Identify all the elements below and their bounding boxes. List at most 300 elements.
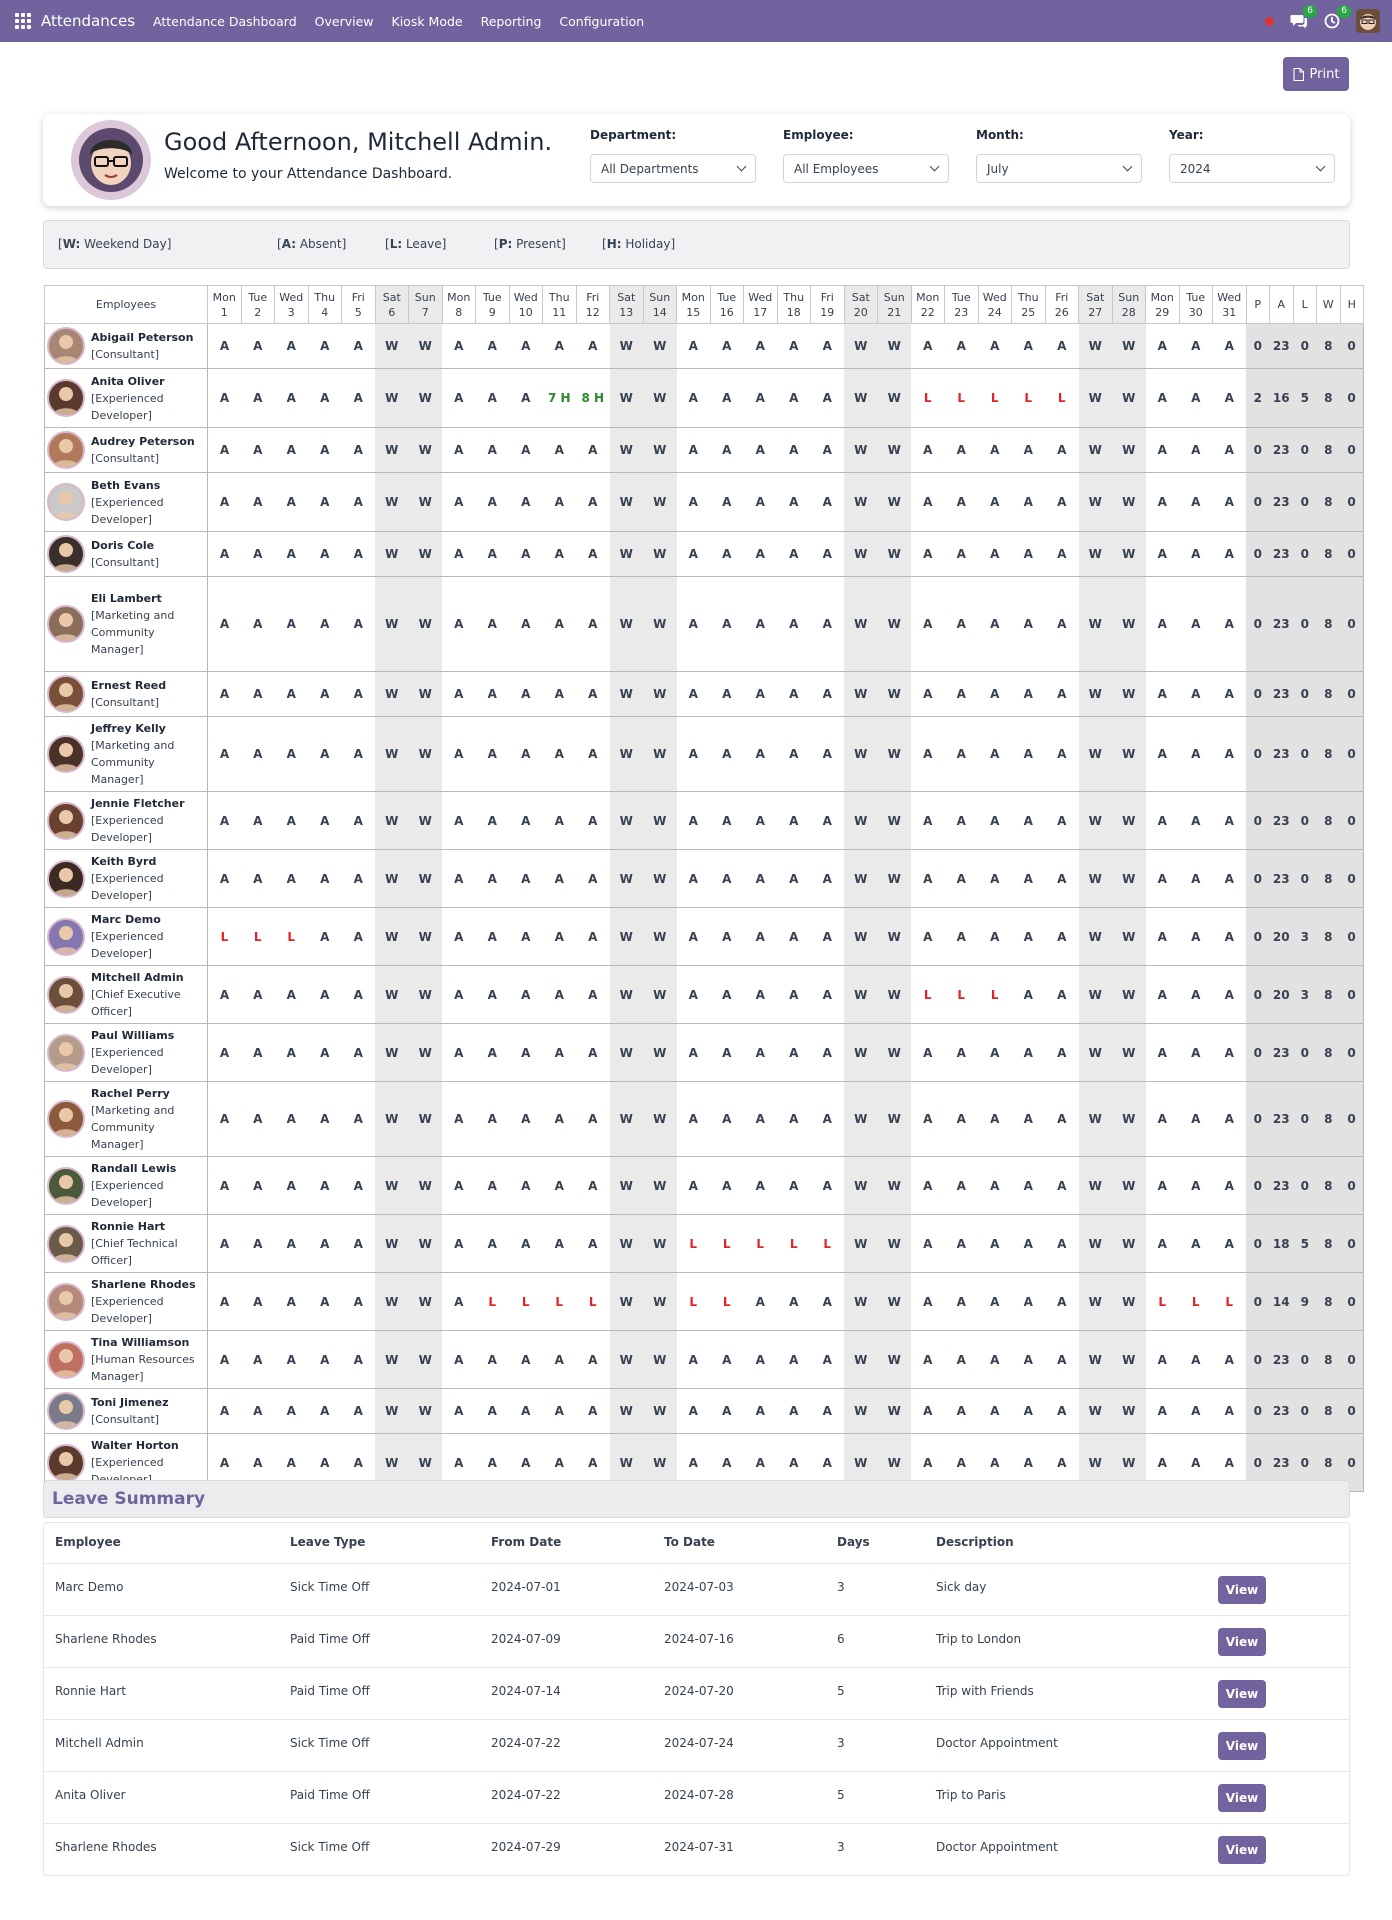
employee-avatar: [47, 976, 85, 1014]
summary-cell-l: 0: [1293, 428, 1317, 473]
leave-to-date: 2024-07-31: [664, 1840, 734, 1854]
attendance-cell: A: [342, 792, 376, 850]
day-number: 15: [686, 305, 701, 319]
attendance-cell: A: [1012, 1024, 1046, 1082]
attendance-cell: A: [576, 908, 610, 966]
summary-cell-w: 8: [1317, 577, 1341, 672]
status-legend: [43, 220, 1350, 269]
table-row: [45, 1389, 1364, 1434]
menu-overview[interactable]: Overview: [314, 13, 374, 29]
attendance-cell: L: [945, 369, 979, 428]
attendance-cell: W: [844, 908, 878, 966]
summary-cell-h: 0: [1340, 1331, 1364, 1389]
attendance-cell: W: [409, 1434, 443, 1492]
day-header-17: [744, 286, 778, 324]
employee-cell[interactable]: [45, 792, 208, 850]
leave-summary-header: [43, 1480, 1350, 1518]
employee-job: [Consultant]: [91, 452, 160, 465]
attendance-cell: A: [308, 1024, 342, 1082]
employee-job: [Chief Executive Officer]: [91, 988, 181, 1018]
attendance-cell: L: [476, 1273, 510, 1331]
day-of-week: Fri: [1055, 290, 1069, 304]
summary-cell-a: 23: [1270, 1434, 1294, 1492]
year-select[interactable]: [1169, 154, 1335, 183]
attendance-cell: A: [442, 473, 476, 532]
month-filter: [976, 128, 1142, 183]
record-dot-icon[interactable]: [1265, 17, 1274, 26]
month-label: Month:: [976, 128, 1024, 142]
leave-row: [44, 1823, 1349, 1875]
attendance-cell: A: [811, 324, 845, 369]
attendance-cell: A: [1179, 672, 1213, 717]
attendance-cell: A: [945, 1082, 979, 1157]
attendance-cell: A: [576, 1215, 610, 1273]
day-number: 22: [920, 305, 935, 319]
day-header-14: [643, 286, 677, 324]
employee-cell[interactable]: [45, 473, 208, 532]
attendance-cell: A: [576, 966, 610, 1024]
summary-cell-h: 0: [1340, 1273, 1364, 1331]
attendance-cell: A: [1045, 1215, 1079, 1273]
attendance-cell: A: [777, 324, 811, 369]
day-header-9: [476, 286, 510, 324]
attendance-cell: W: [1079, 577, 1113, 672]
department-filter: [590, 128, 756, 183]
attendance-cell: W: [1112, 1157, 1146, 1215]
attendance-cell: A: [543, 1389, 577, 1434]
employee-cell[interactable]: [45, 850, 208, 908]
leave-days: 6: [837, 1632, 845, 1646]
attendance-cell: A: [710, 792, 744, 850]
attendance-cell: A: [945, 473, 979, 532]
employee-cell[interactable]: [45, 577, 208, 672]
menu-kiosk-mode[interactable]: Kiosk Mode: [391, 13, 463, 29]
attendance-cell: W: [1079, 850, 1113, 908]
attendance-cell: W: [1112, 850, 1146, 908]
attendance-cell: A: [476, 966, 510, 1024]
table-row: [45, 908, 1364, 966]
attendance-cell: A: [710, 908, 744, 966]
employee-cell[interactable]: [45, 1215, 208, 1273]
navbar-systray: [1265, 0, 1380, 42]
department-select[interactable]: [590, 154, 756, 183]
leave-row: [44, 1719, 1349, 1771]
summary-cell-w: 8: [1317, 1434, 1341, 1492]
chat-icon[interactable]: [1288, 6, 1313, 31]
day-number: 12: [585, 305, 600, 319]
leave-description: Trip to Paris: [936, 1788, 1006, 1802]
attendance-cell: A: [442, 717, 476, 792]
attendance-cell: A: [543, 792, 577, 850]
employee-cell[interactable]: [45, 1331, 208, 1389]
attendance-cell: A: [442, 1434, 476, 1492]
leave-type: Paid Time Off: [290, 1788, 370, 1802]
col-leave-type: Leave Type: [290, 1535, 366, 1549]
summary-cell-h: 0: [1340, 717, 1364, 792]
summary-cell-w: 8: [1317, 966, 1341, 1024]
employee-avatar: [47, 735, 85, 773]
attendance-cell: A: [1146, 1024, 1180, 1082]
day-of-week: Thu: [548, 290, 570, 304]
attendance-cell: W: [1079, 532, 1113, 577]
employee-name: Jeffrey Kelly: [91, 722, 166, 735]
summary-cell-a: 20: [1270, 908, 1294, 966]
attendance-cell: W: [610, 369, 644, 428]
attendance-cell: A: [1179, 966, 1213, 1024]
summary-cell-p: 0: [1246, 966, 1270, 1024]
table-row: [45, 369, 1364, 428]
attendance-cell: A: [543, 1082, 577, 1157]
attendance-cell: A: [811, 672, 845, 717]
summary-cell-l: 0: [1293, 1434, 1317, 1492]
summary-cell-l: 0: [1293, 577, 1317, 672]
attendance-cell: A: [978, 1273, 1012, 1331]
employee-cell[interactable]: [45, 1024, 208, 1082]
employee-cell[interactable]: [45, 324, 208, 369]
attendance-cell: A: [208, 1331, 242, 1389]
attendance-cell: A: [509, 672, 543, 717]
summary-cell-l: 3: [1293, 908, 1317, 966]
employee-job: [Experienced Developer]: [91, 930, 164, 960]
attendance-cell: W: [643, 1215, 677, 1273]
attendance-cell: A: [275, 532, 309, 577]
attendance-cell: L: [1146, 1273, 1180, 1331]
attendance-cell: W: [844, 369, 878, 428]
employee-name: Tina Williamson: [91, 1336, 190, 1349]
view-button[interactable]: View: [1218, 1628, 1266, 1656]
attendance-cell: A: [1213, 966, 1247, 1024]
activity-clock-icon[interactable]: [1322, 6, 1347, 31]
attendance-table: [44, 285, 1364, 1492]
attendance-cell: A: [241, 792, 275, 850]
table-row: [45, 473, 1364, 532]
attendance-cell: A: [945, 792, 979, 850]
attendance-cell: A: [945, 717, 979, 792]
attendance-cell: A: [442, 850, 476, 908]
day-of-week: Mon: [447, 290, 471, 304]
attendance-cell: W: [878, 908, 912, 966]
attendance-cell: L: [576, 1273, 610, 1331]
attendance-cell: W: [1079, 908, 1113, 966]
summary-cell-l: 0: [1293, 473, 1317, 532]
view-button[interactable]: View: [1218, 1680, 1266, 1708]
attendance-cell: A: [744, 850, 778, 908]
attendance-cell: A: [1045, 966, 1079, 1024]
attendance-cell: W: [1079, 324, 1113, 369]
attendance-cell: A: [476, 428, 510, 473]
summary-cell-h: 0: [1340, 1215, 1364, 1273]
apps-grid-icon[interactable]: [15, 13, 31, 29]
employee-cell[interactable]: [45, 428, 208, 473]
day-number: 19: [820, 305, 835, 319]
leave-row: [44, 1771, 1349, 1823]
attendance-cell: A: [1179, 1331, 1213, 1389]
attendance-cell: W: [409, 966, 443, 1024]
attendance-cell: A: [342, 717, 376, 792]
attendance-cell: A: [476, 577, 510, 672]
view-button[interactable]: View: [1218, 1836, 1266, 1864]
attendance-cell: A: [509, 850, 543, 908]
attendance-cell: A: [1012, 324, 1046, 369]
summary-cell-h: 0: [1340, 1389, 1364, 1434]
attendance-cell: W: [878, 369, 912, 428]
day-number: 10: [518, 305, 533, 319]
attendance-cell: A: [275, 473, 309, 532]
attendance-cell: A: [710, 1024, 744, 1082]
attendance-cell: A: [442, 1273, 476, 1331]
employee-avatar: [47, 860, 85, 898]
summary-cell-w: 8: [1317, 1024, 1341, 1082]
summary-cell-a: 20: [1270, 966, 1294, 1024]
attendance-cell: W: [878, 1389, 912, 1434]
attendance-cell: A: [576, 1157, 610, 1215]
attendance-cell: A: [811, 1331, 845, 1389]
col-description: Description: [936, 1535, 1014, 1549]
attendance-cell: A: [1146, 532, 1180, 577]
employee-cell[interactable]: [45, 908, 208, 966]
day-number: 27: [1088, 305, 1103, 319]
employee-name: Jennie Fletcher: [91, 797, 185, 810]
leave-row: [44, 1667, 1349, 1719]
attendance-cell: L: [275, 908, 309, 966]
table-row: [45, 1157, 1364, 1215]
attendance-cell: W: [643, 324, 677, 369]
summary-cell-a: 23: [1270, 850, 1294, 908]
attendance-cell: A: [275, 717, 309, 792]
view-button[interactable]: View: [1218, 1576, 1266, 1604]
attendance-cell: A: [911, 1215, 945, 1273]
attendance-cell: W: [878, 428, 912, 473]
menu-reporting[interactable]: Reporting: [480, 13, 542, 29]
chevron-down-icon: [930, 162, 940, 172]
day-of-week: Sun: [649, 290, 671, 304]
attendance-cell: A: [1146, 1331, 1180, 1389]
employee-cell[interactable]: [45, 369, 208, 428]
summary-cell-a: 14: [1270, 1273, 1294, 1331]
attendance-cell: A: [1179, 1215, 1213, 1273]
leave-employee: Marc Demo: [55, 1580, 124, 1594]
attendance-cell: A: [911, 1434, 945, 1492]
attendance-cell: A: [509, 473, 543, 532]
attendance-cell: W: [1079, 717, 1113, 792]
attendance-cell: A: [241, 1024, 275, 1082]
attendance-cell: A: [342, 473, 376, 532]
attendance-cell: A: [1213, 1157, 1247, 1215]
attendance-cell: A: [945, 324, 979, 369]
employee-job: [Chief Technical Officer]: [91, 1237, 178, 1267]
greeting-subtitle: Welcome to your Attendance Dashboard.: [164, 166, 453, 182]
summary-cell-a: 23: [1270, 532, 1294, 577]
day-number: 1: [220, 305, 228, 319]
attendance-cell: A: [978, 428, 1012, 473]
summary-cell-h: 0: [1340, 908, 1364, 966]
day-number: 24: [987, 305, 1002, 319]
attendance-cell: A: [1012, 577, 1046, 672]
attendance-cell: L: [1179, 1273, 1213, 1331]
attendance-cell: L: [1213, 1273, 1247, 1331]
employee-select[interactable]: [783, 154, 949, 183]
attendance-cell: A: [543, 324, 577, 369]
attendance-cell: A: [978, 717, 1012, 792]
attendance-cell: A: [308, 577, 342, 672]
attendance-cell: W: [1112, 428, 1146, 473]
attendance-cell: W: [844, 1434, 878, 1492]
attendance-cell: W: [375, 850, 409, 908]
attendance-cell: W: [878, 1157, 912, 1215]
attendance-cell: A: [1146, 428, 1180, 473]
attendance-cell: A: [811, 1082, 845, 1157]
attendance-cell: W: [878, 532, 912, 577]
employee-cell[interactable]: [45, 672, 208, 717]
table-row: [45, 792, 1364, 850]
attendance-cell: L: [543, 1273, 577, 1331]
employee-cell[interactable]: [45, 1389, 208, 1434]
attendance-cell: W: [878, 324, 912, 369]
attendance-cell: A: [710, 577, 744, 672]
leave-employee: Anita Oliver: [55, 1788, 126, 1802]
attendance-cell: A: [744, 1024, 778, 1082]
leave-from-date: 2024-07-09: [491, 1632, 561, 1646]
attendance-cell: W: [1079, 1389, 1113, 1434]
attendance-cell: A: [677, 324, 711, 369]
attendance-cell: W: [1079, 1434, 1113, 1492]
attendance-cell: A: [1045, 577, 1079, 672]
attendance-cell: A: [543, 1434, 577, 1492]
attendance-cell: A: [208, 1273, 242, 1331]
attendance-cell: W: [610, 532, 644, 577]
table-row: [45, 717, 1364, 792]
attendance-cell: A: [1146, 577, 1180, 672]
attendance-cell: W: [1112, 908, 1146, 966]
table-row: [45, 966, 1364, 1024]
attendance-cell: A: [509, 577, 543, 672]
menu-attendance-dashboard[interactable]: Attendance Dashboard: [153, 13, 297, 29]
attendance-cell: A: [677, 908, 711, 966]
employee-cell[interactable]: [45, 1273, 208, 1331]
attendance-cell: W: [1112, 1024, 1146, 1082]
view-button[interactable]: View: [1218, 1732, 1266, 1760]
attendance-cell: A: [543, 428, 577, 473]
table-row: [45, 1273, 1364, 1331]
day-header-3: [275, 286, 309, 324]
user-avatar[interactable]: [1356, 9, 1380, 33]
attendance-cell: A: [1045, 1157, 1079, 1215]
attendance-cell: A: [543, 1215, 577, 1273]
attendance-cell: A: [1179, 577, 1213, 672]
attendance-cell: A: [811, 908, 845, 966]
leave-type: Sick Time Off: [290, 1580, 370, 1594]
attendance-cell: W: [1112, 324, 1146, 369]
summary-cell-a: 23: [1270, 473, 1294, 532]
attendance-cell: A: [241, 1082, 275, 1157]
attendance-cell: A: [509, 1389, 543, 1434]
attendance-cell: A: [911, 1082, 945, 1157]
attendance-cell: L: [710, 1273, 744, 1331]
day-number: 4: [321, 305, 329, 319]
day-of-week: Tue: [951, 290, 971, 304]
attendance-cell: A: [1012, 908, 1046, 966]
summary-cell-p: 0: [1246, 908, 1270, 966]
employee-cell[interactable]: [45, 966, 208, 1024]
employee-job: [Consultant]: [91, 696, 160, 709]
attendance-cell: W: [375, 324, 409, 369]
attendance-cell: A: [442, 672, 476, 717]
attendance-cell: W: [643, 428, 677, 473]
attendance-cell: A: [342, 1434, 376, 1492]
attendance-cell: W: [844, 1331, 878, 1389]
attendance-cell: A: [1045, 1082, 1079, 1157]
print-button[interactable]: [1283, 57, 1349, 91]
attendance-cell: A: [677, 577, 711, 672]
leave-days: 3: [837, 1580, 845, 1594]
attendance-cell: A: [677, 532, 711, 577]
attendance-cell: A: [744, 324, 778, 369]
employee-cell[interactable]: [45, 1157, 208, 1215]
department-value: All Departments: [601, 161, 699, 176]
app-title[interactable]: Attendances: [41, 12, 136, 30]
day-of-week: Tue: [248, 290, 268, 304]
attendance-cell: A: [208, 966, 242, 1024]
summary-cell-w: 8: [1317, 1157, 1341, 1215]
activity-badge: 6: [1337, 5, 1351, 18]
summary-cell-h: 0: [1340, 792, 1364, 850]
attendance-cell: A: [308, 428, 342, 473]
employee-cell[interactable]: [45, 717, 208, 792]
view-button[interactable]: View: [1218, 1784, 1266, 1812]
attendance-cell: A: [710, 850, 744, 908]
attendance-cell: L: [677, 1273, 711, 1331]
attendance-cell: A: [744, 473, 778, 532]
day-of-week: Fri: [586, 290, 600, 304]
employee-avatar: [47, 379, 85, 417]
attendance-cell: W: [409, 1082, 443, 1157]
summary-cell-w: 8: [1317, 1215, 1341, 1273]
attendance-cell: A: [1146, 1215, 1180, 1273]
pdf-file-icon: [1293, 68, 1304, 81]
attendance-cell: W: [643, 473, 677, 532]
attendance-cell: A: [1146, 850, 1180, 908]
attendance-cell: W: [643, 369, 677, 428]
attendance-cell: A: [978, 850, 1012, 908]
day-number: 26: [1054, 305, 1069, 319]
day-number: 21: [887, 305, 902, 319]
summary-cell-w: 8: [1317, 717, 1341, 792]
attendance-cell: A: [777, 1157, 811, 1215]
menu-configuration[interactable]: Configuration: [559, 13, 645, 29]
attendance-cell: W: [1112, 792, 1146, 850]
attendance-cell: W: [375, 717, 409, 792]
attendance-cell: W: [409, 1215, 443, 1273]
day-number: 30: [1188, 305, 1203, 319]
attendance-cell: W: [409, 717, 443, 792]
attendance-cell: A: [275, 966, 309, 1024]
attendance-cell: A: [1045, 1331, 1079, 1389]
attendance-cell: W: [878, 850, 912, 908]
employee-name: Ernest Reed: [91, 679, 167, 692]
table-row: [45, 532, 1364, 577]
attendance-cell: A: [543, 908, 577, 966]
employee-cell[interactable]: [45, 532, 208, 577]
leave-type: Paid Time Off: [290, 1632, 370, 1646]
attendance-cell: 8 H: [576, 369, 610, 428]
attendance-cell: A: [275, 1157, 309, 1215]
month-select[interactable]: [976, 154, 1142, 183]
employee-cell[interactable]: [45, 1082, 208, 1157]
day-header-27: [1079, 286, 1113, 324]
summary-cell-l: 0: [1293, 850, 1317, 908]
attendance-cell: A: [308, 672, 342, 717]
attendance-cell: W: [1112, 1082, 1146, 1157]
